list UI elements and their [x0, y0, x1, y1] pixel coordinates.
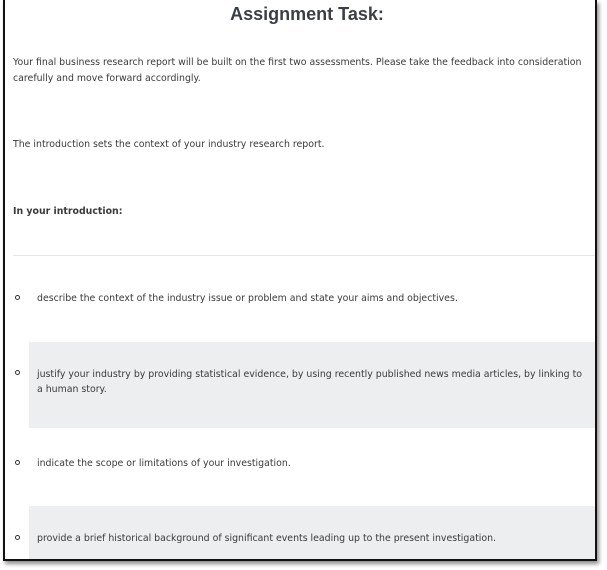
- list-item: [29, 428, 597, 506]
- list-item: [29, 506, 597, 561]
- document-frame: [3, 0, 597, 561]
- list-item-text: indicate the scope or limitations of your investigation.: [37, 458, 291, 469]
- context-paragraph: The introduction sets the context of your industry research report.: [13, 139, 325, 150]
- intro-line-1: Your final business research report will be built on the first two assessments. Please take the feedback into consideration: [13, 57, 582, 68]
- bullet-icon: [15, 370, 20, 375]
- list-item-text-continued: a human story.: [37, 384, 107, 395]
- list-item-text: describe the context of the industry issue or problem and state your aims and objectives.: [37, 293, 458, 304]
- list-item: [29, 342, 597, 428]
- page-title: Assignment Task:: [230, 4, 384, 24]
- introduction-subheading: In your introduction:: [13, 206, 123, 217]
- bullet-icon: [15, 460, 20, 465]
- requirements-list: [5, 0, 595, 559]
- list-item: [29, 258, 597, 342]
- bullet-icon: [15, 295, 20, 300]
- list-item-text: justify your industry by providing statistical evidence, by using recently published news media articles, by linking to: [37, 369, 582, 380]
- intro-line-2: carefully and move forward accordingly.: [13, 73, 201, 84]
- bullet-icon: [15, 535, 20, 540]
- list-item-text: provide a brief historical background of significant events leading up to the present investigation.: [37, 533, 497, 544]
